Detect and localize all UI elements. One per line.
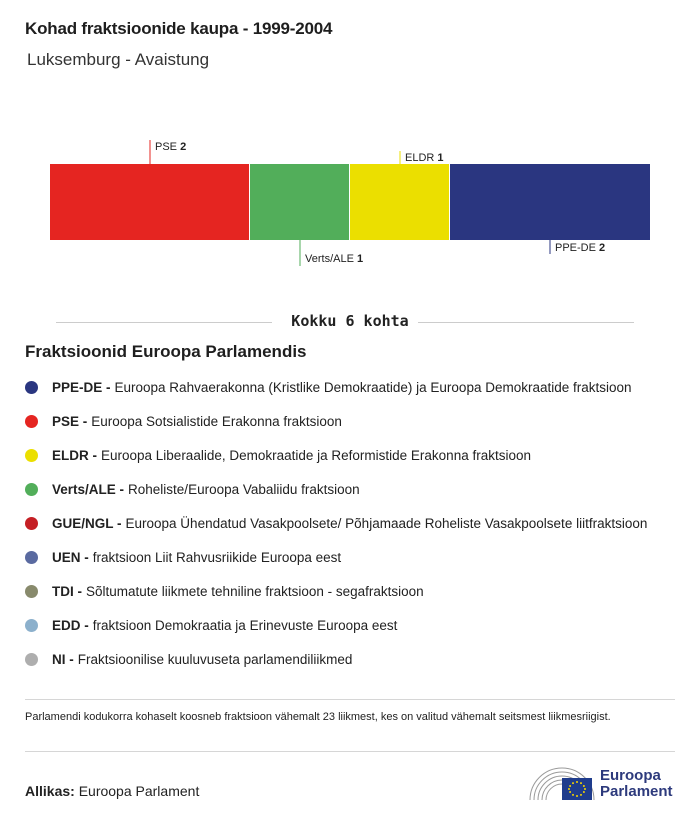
legend-abbreviation: EDD -: [52, 617, 89, 633]
footnote-bottom-rule: [25, 751, 675, 752]
legend-description: Sõltumatute liikmete tehniline fraktsioon - segafraktsioon: [86, 583, 424, 599]
source: [25, 783, 199, 799]
legend-heading: Fraktsioonid Euroopa Parlamendis: [25, 342, 307, 361]
legend-abbreviation: PSE -: [52, 413, 88, 429]
source-label: Allikas:: [25, 783, 75, 799]
footnote: Parlamendi kodukorra kohaselt koosneb fraktsioon vähemalt 23 liikmest, kes on valitud vähemalt seitsmest liikmesriigist.: [25, 711, 611, 723]
legend-abbreviation: ELDR -: [52, 447, 97, 463]
footnote-top-rule: [25, 699, 675, 700]
legend-color-dot: [25, 381, 38, 394]
legend-item: [25, 642, 695, 676]
chart-title: Kohad fraktsioonide kaupa - 1999-2004: [25, 19, 333, 38]
bar-segment-verts-ale: [250, 164, 349, 240]
legend-item: [25, 370, 695, 404]
legend-item: [25, 506, 695, 540]
legend-color-dot: [25, 449, 38, 462]
legend-abbreviation: Verts/ALE -: [52, 481, 125, 497]
legend-item: [25, 540, 695, 574]
legend-description: Euroopa Ühendatud Vasakpoolsete/ Põhjamaade Roheliste Vasakpoolsete liitfraktsioon: [125, 515, 648, 531]
legend-description: Roheliste/Euroopa Vabaliidu fraktsioon: [128, 481, 360, 497]
data-label: ELDR 1: [405, 152, 444, 164]
legend-item: [25, 574, 695, 608]
logo-line-1: Euroopa: [600, 767, 661, 784]
legend-color-dot: [25, 653, 38, 666]
legend-description: Fraktsioonilise kuuluvuseta parlamendiliikmed: [77, 651, 353, 667]
legend-abbreviation: UEN -: [52, 549, 89, 565]
total-seats-label: [0, 312, 700, 330]
legend-abbreviation: NI -: [52, 651, 74, 667]
data-label: PPE-DE 2: [555, 242, 606, 254]
legend-color-dot: [25, 551, 38, 564]
chart-subtitle: Luksemburg - Avaistung: [27, 50, 210, 69]
legend-color-dot: [25, 585, 38, 598]
european-parliament-logo: [528, 762, 678, 802]
legend-color-dot: [25, 415, 38, 428]
legend-color-dot: [25, 619, 38, 632]
seat-bar-chart: [0, 130, 700, 280]
legend-list: [25, 370, 695, 676]
logo-wordmark: [600, 768, 673, 800]
legend-description: fraktsioon Demokraatia ja Erinevuste Euroopa eest: [92, 617, 398, 633]
legend-abbreviation: TDI -: [52, 583, 82, 599]
logo-line-2: Parlament: [600, 783, 673, 800]
legend-description: fraktsioon Liit Rahvusriikide Euroopa eest: [92, 549, 342, 565]
total-seats-text: Kokku 6 kohta: [285, 312, 414, 330]
bar-segment-eldr: [350, 164, 449, 240]
bar-segment-ppe-de: [450, 164, 650, 240]
legend-abbreviation: GUE/NGL -: [52, 515, 122, 531]
legend-item: [25, 404, 695, 438]
data-label: Verts/ALE 1: [305, 253, 364, 265]
legend-item: [25, 472, 695, 506]
data-label: PSE 2: [155, 141, 187, 153]
legend-color-dot: [25, 483, 38, 496]
legend-description: Euroopa Rahvaerakonna (Kristlike Demokraatide) ja Euroopa Demokraatide fraktsioon: [114, 379, 632, 395]
legend-item: [25, 608, 695, 642]
legend-item: [25, 438, 695, 472]
legend-abbreviation: PPE-DE -: [52, 379, 111, 395]
source-value: Euroopa Parlament: [78, 783, 200, 799]
bar-segment-pse: [50, 164, 249, 240]
legend-description: Euroopa Sotsialistide Erakonna fraktsioon: [91, 413, 342, 429]
legend-description: Euroopa Liberaalide, Demokraatide ja Reformistide Erakonna fraktsioon: [101, 447, 531, 463]
legend-color-dot: [25, 517, 38, 530]
parliament-hemicycle-icon: [528, 762, 596, 802]
